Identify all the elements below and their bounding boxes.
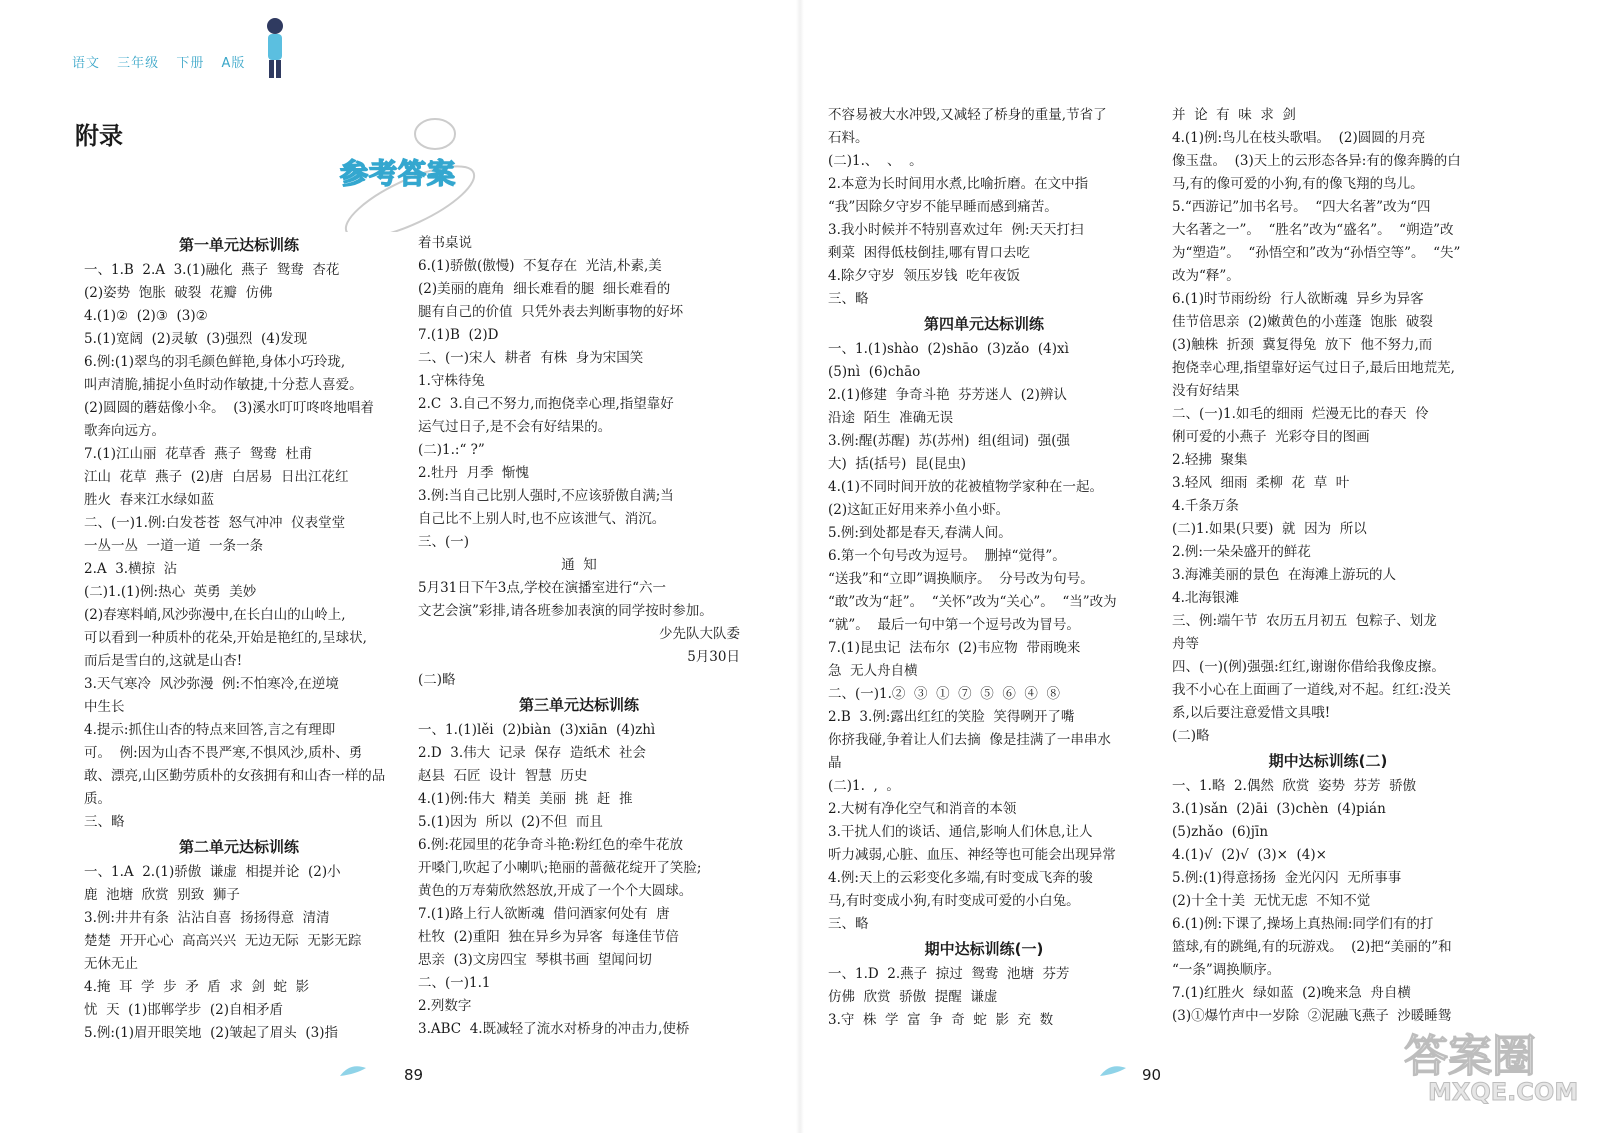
answer-line: 2.列数字 xyxy=(418,998,472,1014)
answer-line: 一、1.B 2.A 3.(1)融化 燕子 鸳鸯 杏花 xyxy=(84,262,340,278)
answer-line: 敢、漂亮,山区勤劳质朴的女孩拥有和山杏一样的品 xyxy=(84,768,386,784)
subject-label: 语文 xyxy=(72,56,101,71)
answer-line: 佳节倍思亲 (2)嫩黄色的小莲蓬 饱胀 破裂 xyxy=(1172,314,1433,330)
answer-line: 2.B 3.例:露出红红的笑脸 笑得咧开了嘴 xyxy=(828,709,1075,725)
answer-line: 4.例:天上的云彩变化多端,有时变成飞奔的骏 xyxy=(828,870,1093,886)
answer-line: (2)这缸正好用来养小鱼小虾。 xyxy=(828,502,1010,518)
answer-line: 运气过日子,是不会有好结果的。 xyxy=(418,419,612,435)
answer-line: 4.掩 耳 学 步 矛 盾 求 剑 蛇 影 xyxy=(84,979,310,995)
answer-line: 一、1.略 2.偶然 欣赏 姿势 芬芳 骄傲 xyxy=(1172,778,1417,794)
answer-line: 7.(1)红胜火 绿如蓝 (2)晚来急 舟自横 xyxy=(1172,985,1411,1001)
section-heading: 期中达标训练(一) xyxy=(924,940,1044,958)
answer-line: 质。 xyxy=(84,791,111,807)
answer-line: 一、1.(1)lěi (2)biàn (3)xiān (4)zhì xyxy=(418,722,656,738)
answer-column-4 xyxy=(1172,104,1484,1028)
answer-line: 中生长 xyxy=(84,699,125,715)
answer-line: 3.天气寒冷 风沙弥漫 例:不怕寒冷,在逆境 xyxy=(84,676,339,692)
answer-line: 篮球,有的跳绳,有的玩游戏。 (2)把“美丽的”和 xyxy=(1172,939,1452,955)
answer-line: 6.(1)时节雨纷纷 行人欲断魂 异乡为异客 xyxy=(1172,291,1424,307)
answer-line: 4.(1)例:鸟儿在枝头歌唱。 (2)圆圆的月亮 xyxy=(1172,130,1426,146)
answer-line: 6.(1)例:下课了,操场上真热闹:同学们有的打 xyxy=(1172,916,1434,932)
answer-line: (2)姿势 饱胀 破裂 花瓣 仿佛 xyxy=(84,285,273,301)
answer-line: 剩菜 困得低枝倒挂,哪有胃口去吃 xyxy=(828,245,1030,261)
answer-line: 三、略 xyxy=(84,814,125,830)
answer-line: 二、(一)1.例:白发苍苍 怒气冲冲 仪表堂堂 xyxy=(84,515,346,531)
answer-line: 腿有自己的价值 只凭外表去判断事物的好坏 xyxy=(418,304,684,320)
answer-line: 并 论 有 味 求 剑 xyxy=(1172,107,1296,123)
answer-line: 4.提示:抓住山杏的特点来回答,言之有理即 xyxy=(84,722,336,738)
answer-line: 改为“释”。 xyxy=(1172,268,1240,284)
answer-line: (3)①爆竹声中一岁除 ②泥融飞燕子 沙暖睡鸳 xyxy=(1172,1008,1452,1024)
answer-line: 歌奔向远方。 xyxy=(84,423,165,439)
answer-line: 忧 天 (1)邯郸学步 (2)自相矛盾 xyxy=(84,1002,283,1018)
child-figure-icon xyxy=(255,12,295,82)
answer-line: 2.轻拂 聚集 xyxy=(1172,452,1248,468)
answer-line: (二)1.、 、 。 xyxy=(828,153,923,169)
answer-line: 没有好结果 xyxy=(1172,383,1240,399)
answer-line: 2.本意为长时间用水煮,比喻折磨。在文中指 xyxy=(828,176,1089,192)
answer-line: 3.我小时候并不特别喜欢过年 例:天天打扫 xyxy=(828,222,1084,238)
answer-line: 三、(一) xyxy=(418,534,470,550)
answer-line: 6.第一个句号改为逗号。 删掉“觉得”。 xyxy=(828,548,1066,564)
answer-line: 一、1.(1)shào (2)shāo (3)zǎo (4)xì xyxy=(828,341,1069,357)
answer-column-1 xyxy=(84,232,394,1045)
answer-line: (二)1.:“ ?” xyxy=(418,442,485,458)
answer-line: 二、(一)宋人 耕者 有株 身为宋国笑 xyxy=(418,350,644,366)
answer-line: 5月31日下午3点,学校在演播室进行“六一 xyxy=(418,580,667,596)
edition-label: A版 xyxy=(221,56,246,71)
book-header xyxy=(72,52,257,71)
answer-line: 听力减弱,心脏、血压、神经等也可能会出现异常 xyxy=(828,847,1116,863)
answer-line: 5月30日 xyxy=(687,649,740,665)
answer-line: 7.(1)昆虫记 法布尔 (2)韦应物 带雨晚来 xyxy=(828,640,1081,656)
answer-line: (2)圆圆的蘑菇像小伞。 (3)溪水叮叮咚咚地唱着 xyxy=(84,400,374,416)
watermark-text: 答案圈 xyxy=(1404,1031,1536,1082)
answer-line: 叫声清脆,捕捉小鱼时动作敏捷,十分惹人喜爱。 xyxy=(84,377,363,393)
answer-line: 2.例:一朵朵盛开的鲜花 xyxy=(1172,544,1311,560)
grade-label: 三年级 xyxy=(117,56,160,71)
appendix-title: 附录 xyxy=(75,122,123,150)
section-heading: 第四单元达标训练 xyxy=(923,315,1044,333)
right-page xyxy=(800,0,1600,1133)
page-number: 89 xyxy=(404,1066,424,1084)
answer-line: 4.北海银滩 xyxy=(1172,590,1239,606)
leaf-icon xyxy=(1098,1062,1128,1080)
answer-line: 5.“西游记”加书名号。 “四大名著”改为“四 xyxy=(1172,199,1431,215)
answer-line: 赵县 石匠 设计 智慧 历史 xyxy=(418,768,588,784)
answer-line: 文艺会演”彩排,请各班参加表演的同学按时参加。 xyxy=(418,603,713,619)
answer-line: 2.大树有净化空气和消音的本领 xyxy=(828,801,1017,817)
answer-line: 2.A 3.横掠 沾 xyxy=(84,561,178,577)
answer-line: 二、(一)1.1 xyxy=(418,975,491,991)
answer-line: 系,以后要注意爱惜文具哦! xyxy=(1172,705,1331,721)
answer-line: 像玉盘。 (3)天上的云形态各异:有的像奔腾的白 xyxy=(1172,153,1461,169)
answer-line: 4.(1)不同时间开放的花被植物学家种在一起。 xyxy=(828,479,1104,495)
answer-line: 二、(一)1.如毛的细雨 烂漫无比的春天 伶 xyxy=(1172,406,1429,422)
answer-line: (二)略 xyxy=(1172,728,1210,744)
answer-line: 4.(1)√ (2)√ (3)× (4)× xyxy=(1172,847,1327,863)
answer-line: 你挤我碰,争着让人们去摘 像是挂满了一串串水 xyxy=(828,732,1111,748)
answer-line: (二)1. , 。 xyxy=(828,778,900,794)
answer-line: 3.轻风 细雨 柔柳 花 草 叶 xyxy=(1172,475,1350,491)
answer-line: 可。 例:因为山杏不畏严寒,不惧风沙,质朴、勇 xyxy=(84,745,363,761)
answer-line: 2.(1)修建 争奇斗艳 芬芳迷人 (2)辨认 xyxy=(828,387,1067,403)
watermark-url: MXQE.COM xyxy=(1428,1078,1579,1106)
answer-line: 3.例:井井有条 沾沾自喜 扬扬得意 清清 xyxy=(84,910,330,926)
answer-line: 急 无人舟自横 xyxy=(828,663,918,679)
answer-line: 1.守株待兔 xyxy=(418,373,485,389)
answer-line: 江山 花草 燕子 (2)唐 白居易 日出江花红 xyxy=(84,469,349,485)
answer-line: 6.例:(1)翠鸟的羽毛颜色鲜艳,身体小巧玲珑, xyxy=(84,354,346,370)
answer-line: “就”。 最后一句中第一个逗号改为冒号。 xyxy=(828,617,1080,633)
answer-line: 舟等 xyxy=(1172,636,1199,652)
answer-line: (二)略 xyxy=(418,672,456,688)
answer-line: (2)春寒料峭,风沙弥漫中,在长白山的山岭上, xyxy=(84,607,346,623)
answer-line: (二)1.(1)例:热心 英勇 美妙 xyxy=(84,584,257,600)
answer-line: 石料。 xyxy=(828,130,869,146)
answer-line: 5.(1)宽阔 (2)灵敏 (3)强烈 (4)发现 xyxy=(84,331,308,347)
answer-title-decoration xyxy=(330,112,500,232)
volume-label: 下册 xyxy=(176,56,205,71)
answer-line: 3.例:醒(苏醒) 苏(苏州) 组(组词) 强(强 xyxy=(828,433,1071,449)
section-heading: 第一单元达标训练 xyxy=(178,236,299,254)
watermark xyxy=(1398,1020,1588,1120)
answer-line: 通 知 xyxy=(561,557,597,573)
answer-line: 大名著之一”。 “胜名”改为“盛名”。 “朔造”改 xyxy=(1172,222,1454,238)
answer-line: 二、(一)1.② ③ ① ⑦ ⑤ ⑥ ④ ⑧ xyxy=(828,686,1060,702)
answer-line: 6.例:花园里的花争奇斗艳:粉红色的牵牛花放 xyxy=(418,837,683,853)
answer-line: 5.例:到处都是春天,春满人间。 xyxy=(828,525,1012,541)
answer-line: 5.例:(1)得意扬扬 金光闪闪 无所事事 xyxy=(1172,870,1402,886)
answer-line: “敢”改为“赶”。 “关怀”改为“关心”。 “当”改为 xyxy=(828,594,1117,610)
answer-line: 3.ABC 4.既减轻了流水对桥身的冲击力,使桥 xyxy=(418,1021,690,1037)
answer-line: 自己比不上别人时,也不应该泄气、消沉。 xyxy=(418,511,666,527)
answer-line: 不容易被大水冲毁,又减轻了桥身的重量,节省了 xyxy=(828,107,1107,123)
answer-line: 5.例:(1)眉开眼笑地 (2)皱起了眉头 (3)指 xyxy=(84,1025,338,1041)
answer-line: “送我”和“立即”调换顺序。 分号改为句号。 xyxy=(828,571,1094,587)
answer-line: 4.千条万条 xyxy=(1172,498,1239,514)
answer-line: 7.(1)路上行人欲断魂 借问酒家何处有 唐 xyxy=(418,906,670,922)
answer-line: 7.(1)江山丽 花草香 燕子 鸳鸯 杜甫 xyxy=(84,446,313,462)
answer-line: 俐可爱的小燕子 光彩夺目的图画 xyxy=(1172,429,1370,445)
page-number: 90 xyxy=(1142,1066,1162,1084)
answer-line: 3.(1)sǎn (2)āi (3)chèn (4)pián xyxy=(1172,801,1386,817)
answer-line: 2.D 3.伟大 记录 保存 造纸术 社会 xyxy=(418,745,646,761)
answer-line: (5)nì (6)chāo xyxy=(828,364,921,380)
answer-line: 可以看到一种质朴的花朵,开始是艳红的,呈球状, xyxy=(84,630,367,646)
answer-line: 鹿 池塘 欣赏 别致 狮子 xyxy=(84,887,240,903)
answer-line: 仿佛 欣赏 骄傲 提醒 谦虚 xyxy=(828,989,998,1005)
answer-line: 5.(1)因为 所以 (2)不但 而且 xyxy=(418,814,603,830)
answer-line: 少先队大队委 xyxy=(659,626,740,642)
answer-line: 抱侥幸心理,指望靠好运气过日子,最后田地荒芜, xyxy=(1172,360,1455,376)
answer-line: 2.牡丹 月季 惭愧 xyxy=(418,465,530,481)
answer-line: 开嗓门,吹起了小喇叭;艳丽的蔷薇花绽开了笑脸; xyxy=(418,860,702,876)
answer-line: “我”因除夕守岁不能早睡而感到痛苦。 xyxy=(828,199,1058,215)
answer-line: 四、(一)(例)强强:红红,谢谢你借给我像皮擦。 xyxy=(1172,659,1445,675)
answer-line: 而后是雪白的,这就是山杏! xyxy=(84,653,243,669)
answer-line: (二)1.如果(只要) 就 因为 所以 xyxy=(1172,521,1367,537)
answer-line: 3.干扰人们的谈话、通信,影响人们休息,让人 xyxy=(828,824,1093,840)
answer-line: 沿途 陌生 准确无误 xyxy=(828,410,954,426)
answer-line: (2)十全十美 无忧无虑 不知不觉 xyxy=(1172,893,1371,909)
answer-line: 4.(1)② (2)③ (3)② xyxy=(84,308,208,324)
answer-key-title: 参考答案 xyxy=(340,157,457,190)
answer-line: 4.(1)例:伟大 精美 美丽 挑 赶 推 xyxy=(418,791,633,807)
answer-line: 一、1.D 2.燕子 掠过 鸳鸯 池塘 芬芳 xyxy=(828,966,1070,982)
answer-line: 7.(1)B (2)D xyxy=(418,327,499,343)
answer-line: 一丛一丛 一道一道 一条一条 xyxy=(84,538,264,554)
answer-line: 大) 括(括号) 昆(昆虫) xyxy=(828,456,966,472)
answer-column-3 xyxy=(828,104,1140,1032)
answer-line: (3)触株 折颈 冀复得兔 放下 他不努力,而 xyxy=(1172,337,1433,353)
section-heading: 第二单元达标训练 xyxy=(178,838,299,856)
answer-line: 3.例:当自己比别人强时,不应该骄傲自满;当 xyxy=(418,488,674,504)
answer-line: (5)zhǎo (6)jīn xyxy=(1172,824,1269,840)
answer-column-2 xyxy=(418,232,740,1041)
answer-line: 楚楚 开开心心 高高兴兴 无边无际 无影无踪 xyxy=(84,933,362,949)
answer-line: 马,有时变成小狗,有时变成可爱的小白兔。 xyxy=(828,893,1080,909)
answer-line: 胜火 春来江水绿如蓝 xyxy=(84,492,215,508)
answer-line: 无休无止 xyxy=(84,956,138,972)
answer-line: 3.海滩美丽的景色 在海滩上游玩的人 xyxy=(1172,567,1396,583)
answer-line: 黄色的万寿菊欣然怒放,开成了一个个大圆球。 xyxy=(418,883,693,899)
answer-line: 6.(1)骄傲(傲慢) 不复存在 光洁,朴素,美 xyxy=(418,258,662,274)
answer-line: “一条”调换顺序。 xyxy=(1172,962,1281,978)
answer-line: 4.除夕守岁 领压岁钱 吃年夜饭 xyxy=(828,268,1021,284)
answer-line: 三、略 xyxy=(828,291,869,307)
answer-line: 马,有的像可爱的小狗,有的像飞翔的鸟儿。 xyxy=(1172,176,1424,192)
section-heading: 第三单元达标训练 xyxy=(518,696,639,714)
answer-line: 为“塑造”。 “孙悟空和”改为“孙悟空等”。 “失” xyxy=(1172,245,1461,261)
answer-line: 一、1.A 2.(1)骄傲 谦虚 相提并论 (2)小 xyxy=(84,864,341,880)
answer-line: 思亲 (3)文房四宝 琴棋书画 望闻问切 xyxy=(418,952,652,968)
answer-line: 晶 xyxy=(828,755,842,771)
answer-line: 三、例:端午节 农历五月初五 包粽子、划龙 xyxy=(1172,613,1437,629)
answer-line: 着书桌说 xyxy=(418,235,472,251)
answer-line: 三、略 xyxy=(828,916,869,932)
section-heading: 期中达标训练(二) xyxy=(1268,752,1388,770)
answer-line: 2.C 3.自己不努力,而抱侥幸心理,指望靠好 xyxy=(418,396,674,412)
leaf-icon xyxy=(338,1062,368,1080)
answer-line: 我不小心在上面画了一道线,对不起。红红:没关 xyxy=(1172,682,1451,698)
answer-line: (2)美丽的鹿角 细长难看的腿 细长难看的 xyxy=(418,281,671,297)
answer-line: 杜牧 (2)重阳 独在异乡为异客 每逢佳节倍 xyxy=(418,929,679,945)
answer-line: 3.守 株 学 富 争 奇 蛇 影 充 数 xyxy=(828,1012,1054,1028)
